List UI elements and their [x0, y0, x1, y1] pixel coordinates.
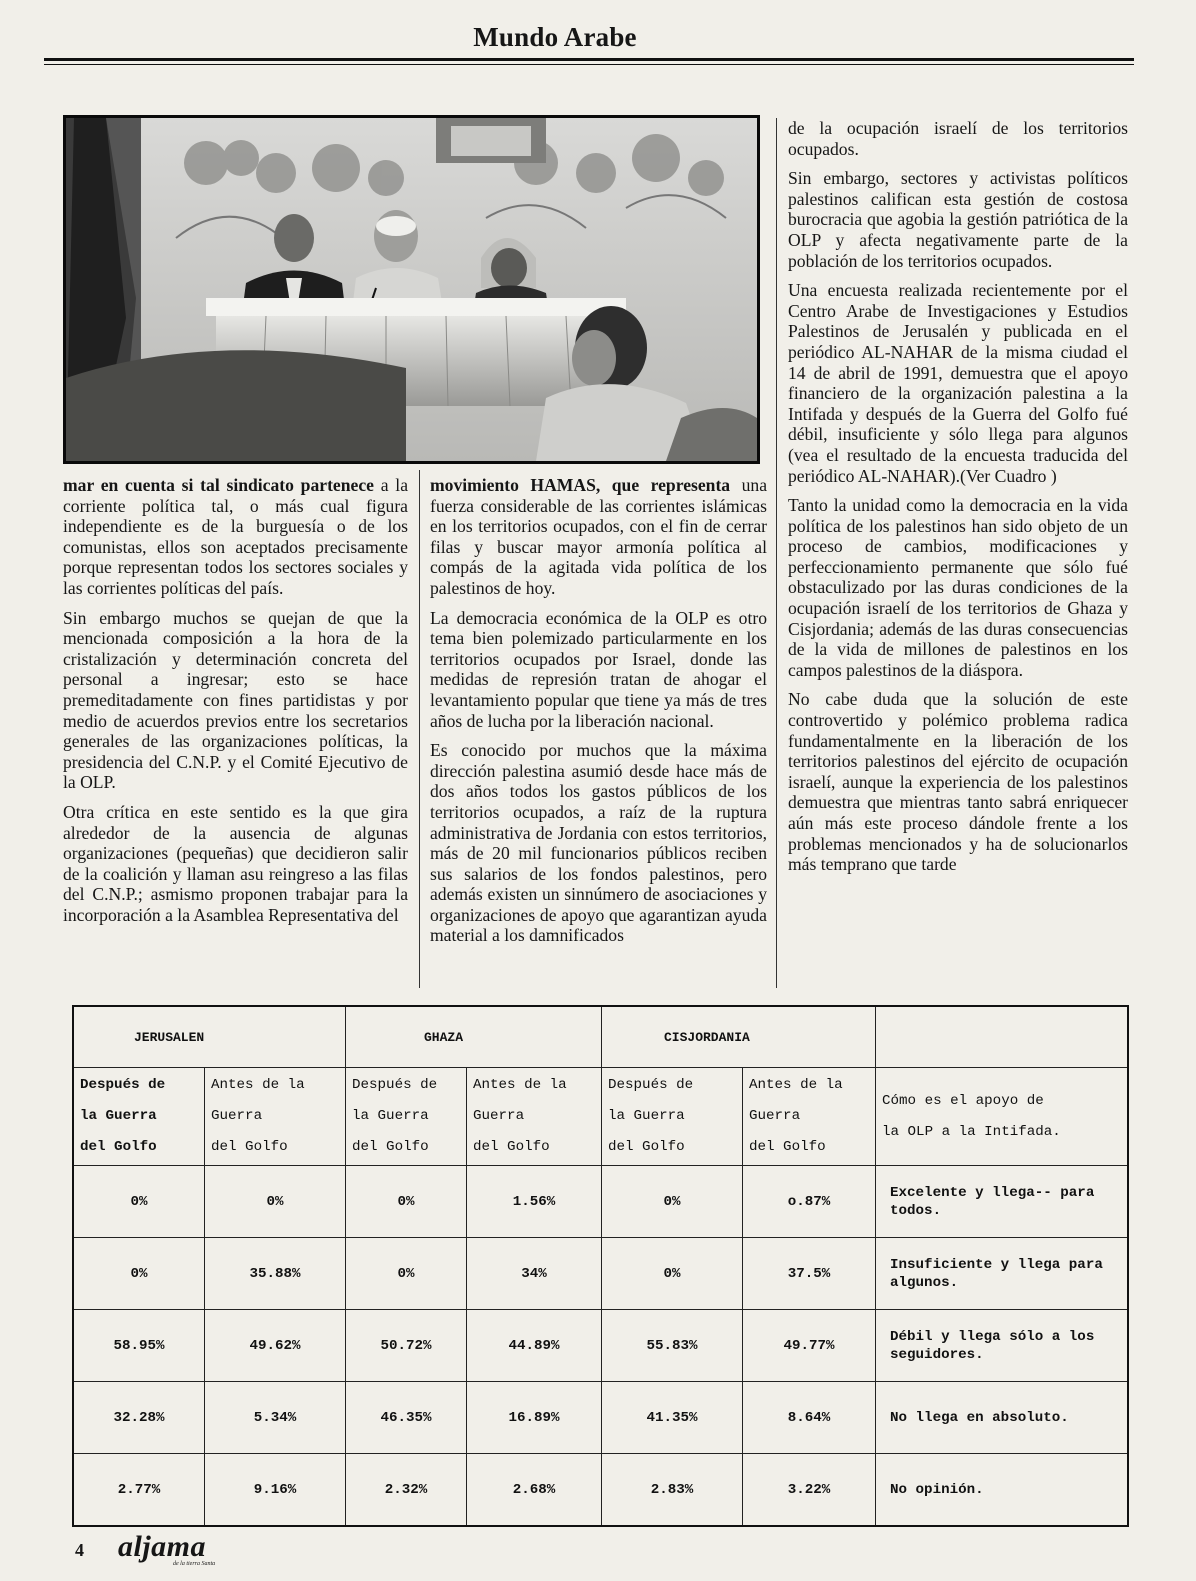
row-label: No opinión.	[876, 1454, 1129, 1527]
paragraph: La democracia económica de la OLP es otro tema bien polemizado particularmente en los territorios ocupados por Israel, donde las medidas de represión tratan de ahogar el levantamiento popular que tiene ya más de tres años de lucha por la liberación nacional.	[430, 607, 767, 731]
table-cell: 8.64%	[743, 1382, 876, 1454]
magazine-logo: aljama	[118, 1530, 207, 1563]
table-cell: 35.88%	[205, 1238, 346, 1310]
table-row	[73, 1166, 1128, 1238]
article-column-1	[63, 475, 408, 934]
row-label: Insuficiente y llega para algunos.	[876, 1238, 1129, 1310]
section-title: Mundo Arabe	[473, 22, 637, 52]
region-header-jerusalen: JERUSALEN	[73, 1006, 346, 1068]
header-rule-thick	[44, 58, 1134, 61]
row-label: No llega en absoluto.	[876, 1382, 1129, 1454]
table-row	[73, 1382, 1128, 1454]
lead-in: movimiento HAMAS, que representa	[430, 475, 731, 495]
table-cell: 37.5%	[743, 1238, 876, 1310]
table-cell: 46.35%	[346, 1382, 467, 1454]
article-column-3	[788, 118, 1128, 884]
paragraph: Una encuesta realizada recientemente por el Centro Arabe de Investigaciones y Estudios Palestinos de Jerusalén y publicada en el periódico AL-NAHAR de la misma ciudad el 14 de abril de 1991, demuestra que el apoyo financiero de la organización palestina a la Intifada y después de la Guerra del Golfo fué débil, insuficiente y sólo llega para algunos (vea el resultado de la encuesta traducida del periódico AL-NAHAR).(Ver Cuadro )	[788, 280, 1128, 486]
table-cell: 1.56%	[467, 1166, 602, 1238]
table-cell: 0%	[346, 1238, 467, 1310]
region-header-cisjordania: CISJORDANIA	[602, 1006, 876, 1068]
paragraph: Es conocido por muchos que la máxima dirección palestina asumió desde hace más de dos años todos los gastos públicos de los territorios ocupados, a raíz de la ruptura administrativa de Jordania con estos territorios, más de 20 mil funcionarios públicos reciben sus salarios de los fondos palestinos, pero además existen un sinnúmero de asociaciones y organizaciones de apoyo que agarantizan ayuda material a los damnificados	[430, 740, 767, 946]
page-number: 4	[75, 1540, 84, 1560]
table-cell: 0%	[602, 1166, 743, 1238]
table-cell: 3.22%	[743, 1454, 876, 1527]
table-cell: 50.72%	[346, 1310, 467, 1382]
article-column-2	[430, 475, 767, 955]
paragraph: Sin embargo, sectores y activistas políticos palestinos califican esta gestión de costosa burocracia que agobia la gestión patriótica de la OLP y afecta negativamente parte de la población de los territorios ocupados.	[788, 168, 1128, 271]
table-row	[73, 1238, 1128, 1310]
table-cell: 32.28%	[73, 1382, 205, 1454]
table-row	[73, 1454, 1128, 1527]
table-cell: 2.83%	[602, 1454, 743, 1527]
paragraph	[63, 475, 408, 599]
column-header: Antes de la Guerra del Golfo	[743, 1068, 876, 1166]
row-label: Excelente y llega-- para todos.	[876, 1166, 1129, 1238]
table-cell: 44.89%	[467, 1310, 602, 1382]
table-cell: 9.16%	[205, 1454, 346, 1527]
paragraph-text: una fuerza considerable de las corrientes islámicas en los territorios ocupados, con el fin de cerrar filas y buscar mayor armonía política al compás de la agitada vida política de los palestinos de hoy.	[430, 475, 767, 598]
table-cell: 2.68%	[467, 1454, 602, 1527]
row-label: Débil y llega sólo a los seguidores.	[876, 1310, 1129, 1382]
paragraph: No cabe duda que la solución de este controvertido y polémico problema radica fundamentalmente en la liberación de los territorios palestinos del ejército de ocupación israelí, aunque la experiencia de los palestinos demuestra que mientras tanto sabrá enriquecer aún más este proceso dándole frente a los problemas mencionados y ha de solucionarlos más temprano que tarde	[788, 689, 1128, 875]
table-cell: 41.35%	[602, 1382, 743, 1454]
photo-image	[66, 118, 757, 461]
column-header: Antes de la Guerra del Golfo	[205, 1068, 346, 1166]
table-row	[73, 1310, 1128, 1382]
table-cell: 49.77%	[743, 1310, 876, 1382]
table-header-row	[73, 1068, 1128, 1166]
table-cell: 0%	[602, 1238, 743, 1310]
table-region-row	[73, 1006, 1128, 1068]
paragraph: de la ocupación israelí de los territorios ocupados.	[788, 118, 1128, 159]
paragraph-text: a la corriente política tal, o más cual figura independiente es de la burguesía o de los comunistas, ellos son aceptados precisamente porque representan todos los sectores sociales y las corrientes políticas del país.	[63, 475, 409, 598]
column-header: Después de la Guerra del Golfo	[346, 1068, 467, 1166]
table-cell: 0%	[73, 1166, 205, 1238]
table-cell: 2.32%	[346, 1454, 467, 1527]
column-header: Después de la Guerra del Golfo	[602, 1068, 743, 1166]
support-header: Cómo es el apoyo de la OLP a la Intifada.	[876, 1068, 1129, 1166]
table-cell: 34%	[467, 1238, 602, 1310]
table-empty-cell	[876, 1006, 1129, 1068]
table-cell: 55.83%	[602, 1310, 743, 1382]
region-header-ghaza: GHAZA	[346, 1006, 602, 1068]
paragraph: Otra crítica en este sentido es la que gira alrededor de la ausencia de algunas organizaciones (pequeñas) que decidieron salir de la coalición y llaman asu reingreso a las filas del C.N.P.; asmismo proponen trabajar para la incorporación a la Asamblea Representativa del	[63, 801, 408, 925]
paragraph: Tanto la unidad como la democracia en la vida política de los palestinos han sido objeto de un proceso de cambios, modificaciones y perfeccionamiento permanente que sólo fué obstaculizado por las duras condiciones de la ocupación israelí de los territorios de Ghaza y Cisjordania; además de las duras consecuencias de la vida de millones de palestinos en los campos palestinos de la diáspora.	[788, 495, 1128, 680]
table-cell: 0%	[346, 1166, 467, 1238]
header-rule-thin	[44, 64, 1134, 65]
table-cell: 0%	[73, 1238, 205, 1310]
lead-in: mar en cuenta si tal sindicato partenece	[63, 475, 374, 495]
table-cell: 2.77%	[73, 1454, 205, 1527]
column-divider	[419, 470, 420, 988]
table-cell: 49.62%	[205, 1310, 346, 1382]
table-cell: 0%	[205, 1166, 346, 1238]
table-cell: 5.34%	[205, 1382, 346, 1454]
table-cell: 16.89%	[467, 1382, 602, 1454]
column-header: Antes de la Guerra del Golfo	[467, 1068, 602, 1166]
table-cell: 58.95%	[73, 1310, 205, 1382]
press-conference-photo	[63, 115, 760, 464]
table-cell: o.87%	[743, 1166, 876, 1238]
paragraph	[430, 475, 767, 599]
survey-table	[72, 1005, 1129, 1527]
column-divider	[776, 118, 777, 988]
magazine-logo-subtitle: de la tierra Santa	[173, 1561, 216, 1567]
column-header: Después de la Guerra del Golfo	[73, 1068, 205, 1166]
paragraph: Sin embargo muchos se quejan de que la mencionada composición a la hora de la cristalización y determinación concreta del personal a ingresar; esto se hace premeditadamente con fines partidistas y por medio de acuerdos previos entre los secretarios generales de las organizaciones políticas, la presidencia del C.N.P. y el Comité Ejecutivo de la OLP.	[63, 607, 408, 793]
